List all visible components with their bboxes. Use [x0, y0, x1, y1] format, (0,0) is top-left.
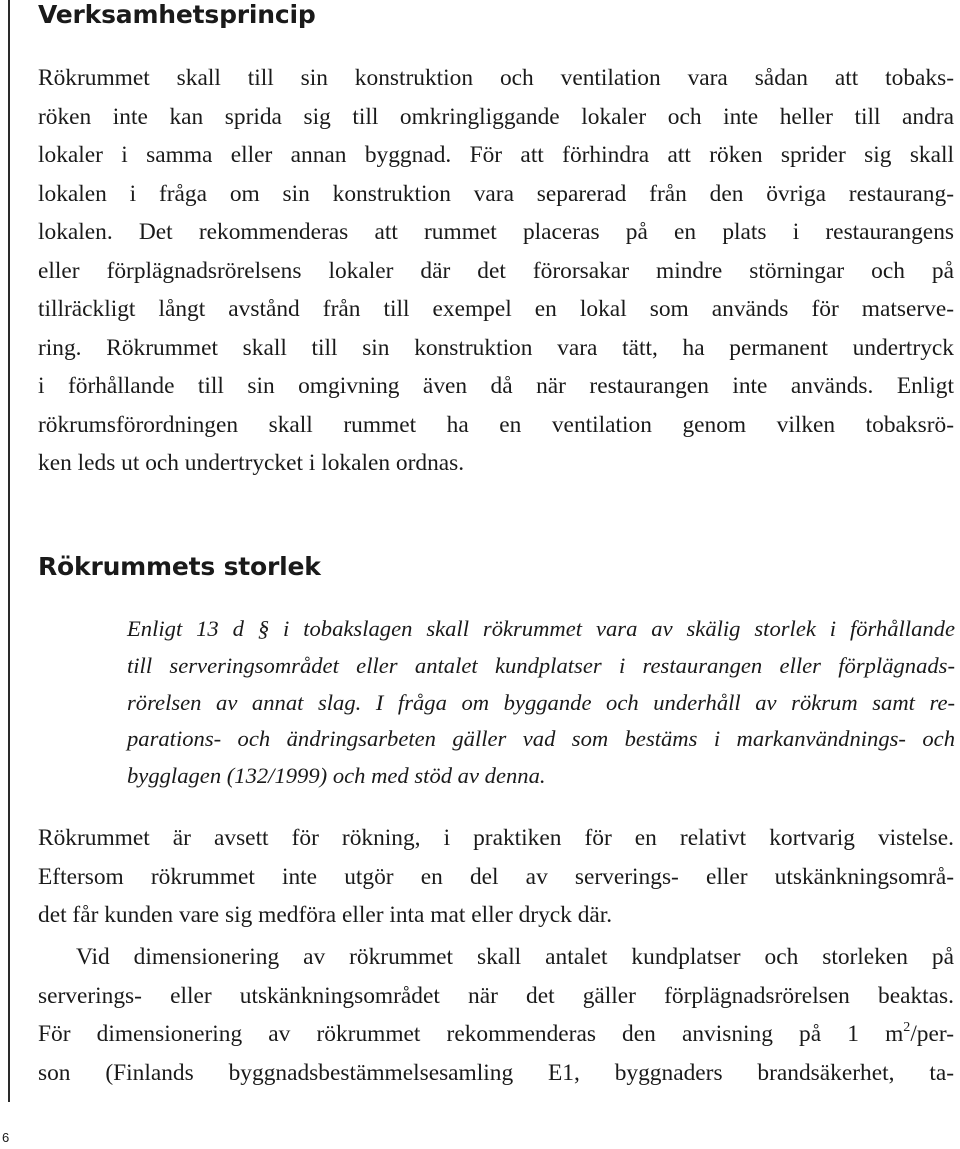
- text-line: lokalen. Det rekommenderas att rummet placeras på en plats i restaurangens: [38, 219, 954, 245]
- paragraph-verksamhetsprincip: [38, 59, 954, 483]
- text-segment: /per-: [910, 1021, 954, 1047]
- text-line: röken inte kan sprida sig till omkringliggande lokaler och inte heller till andra: [38, 103, 954, 130]
- section-heading: Verksamhetsprincip: [38, 0, 316, 29]
- law-quote: [127, 611, 955, 795]
- text-line: det får kunden vare sig medföra eller inta mat eller dryck där.: [38, 902, 613, 928]
- text-line: ring. Rökrummet skall till sin konstruktion vara tätt, ha permanent undertryck: [38, 334, 954, 361]
- text-line: Rökrummet skall till sin konstruktion och ventilation vara sådan att tobaks-: [38, 65, 954, 91]
- quote-line: rörelsen av annat slag. I fråga om byggande och underhåll av rökrum samt re-: [127, 689, 955, 715]
- quote-line: parations- och ändringsarbeten gäller vad som bestäms i markanvändnings- och: [127, 726, 955, 752]
- paragraph-rokrummet-avsett: [38, 819, 954, 935]
- text-line: son (Finlands byggnadsbestämmelsesamling E1, byggnaders brandsäkerhet, ta-: [38, 1059, 954, 1086]
- text-line: ken leds ut och undertrycket i lokalen ordnas.: [38, 450, 465, 476]
- text-line: lokaler i samma eller annan byggnad. För att förhindra att röken sprider sig skall: [38, 142, 954, 168]
- page-number: 6: [2, 1130, 10, 1145]
- text-line: serverings- eller utskänkningsområdet när det gäller förplägnadsrörelsen beaktas.: [38, 982, 954, 1009]
- superscript: 2: [903, 1019, 911, 1036]
- text-line-with-superscript: [38, 1015, 954, 1054]
- text-line: eller förplägnadsrörelsens lokaler där det förorsakar mindre störningar och på: [38, 257, 954, 284]
- text-line: i förhållande till sin omgivning även då när restaurangen inte används. Enligt: [38, 373, 954, 399]
- quote-line: till serveringsområdet eller antalet kundplatser i restaurangen eller förplägnads-: [127, 652, 955, 678]
- paragraph-dimensionering: [38, 938, 954, 1092]
- text-line: Rökrummet är avsett för rökning, i praktiken för en relativt kortvarig vistelse.: [38, 825, 954, 851]
- text-line: Vid dimensionering av rökrummet skall antalet kundplatser och storleken på: [76, 944, 954, 970]
- quote-line: bygglagen (132/1999) och med stöd av denna.: [127, 763, 546, 789]
- text-line: lokalen i fråga om sin konstruktion vara separerad från den övriga restaurang-: [38, 180, 954, 207]
- quote-line: Enligt 13 d § i tobakslagen skall rökrummet vara av skälig storlek i förhållande: [127, 616, 955, 641]
- section-heading: Rökrummets storlek: [38, 552, 321, 581]
- text-line: rökrumsförordningen skall rummet ha en ventilation genom vilken tobaksrö-: [38, 411, 954, 438]
- text-line: Eftersom rökrummet inte utgör en del av serverings- eller utskänkningsområ-: [38, 863, 954, 890]
- margin-rule: [8, 0, 10, 1102]
- text-line: tillräckligt långt avstånd från till exempel en lokal som används för matserve-: [38, 296, 954, 322]
- text-segment: För dimensionering av rökrummet rekommenderas den anvisning på 1 m: [38, 1021, 904, 1047]
